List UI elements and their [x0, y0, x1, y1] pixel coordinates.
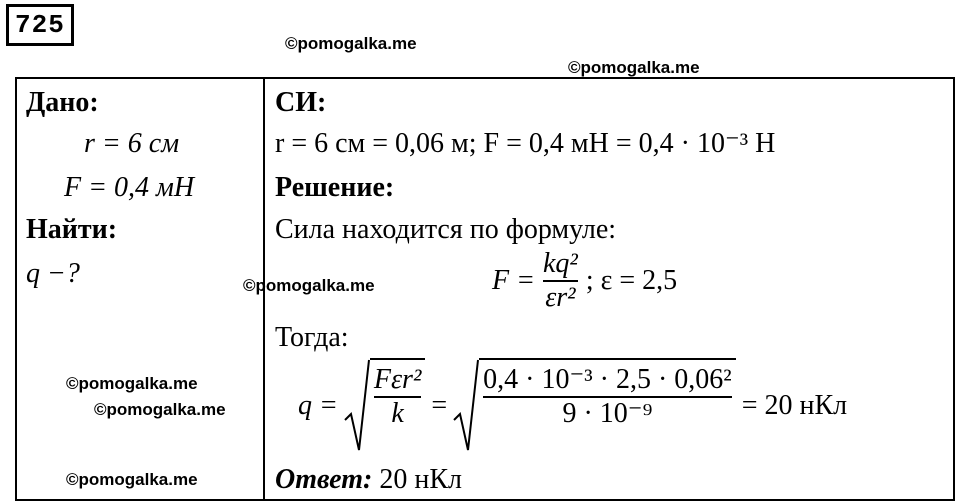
q-formula: [298, 358, 847, 454]
sqrt-1-fraction: [370, 358, 425, 454]
sqrt-2: [453, 358, 736, 454]
formula-tail: ; ε = 2,5: [585, 265, 678, 296]
watermark: ©pomogalka.me: [243, 276, 375, 295]
watermark: ©pomogalka.me: [568, 58, 700, 77]
find-q: q −?: [26, 258, 80, 289]
sqrt-1: [344, 358, 425, 454]
watermark: ©pomogalka.me: [66, 374, 198, 393]
watermark: ©pomogalka.me: [94, 400, 226, 419]
solution-heading: Решение:: [275, 172, 395, 203]
problem-number: 725: [6, 4, 74, 46]
formula-numerator: kq²: [543, 248, 578, 279]
force-formula: [492, 248, 677, 314]
sqrt-sign-icon: [453, 358, 479, 454]
given-r: r = 6 см: [84, 128, 180, 159]
solution-text: Сила находится по формуле:: [275, 214, 617, 245]
given-f: F = 0,4 мН: [64, 172, 195, 203]
sqrt-2-num: 0,4 · 10⁻³ · 2,5 · 0,06²: [483, 364, 732, 395]
formula-denominator: εr²: [545, 282, 576, 313]
answer: [275, 464, 462, 496]
find-heading: Найти:: [26, 214, 118, 245]
sqrt-sign-icon: [344, 358, 370, 454]
answer-label: Ответ:: [275, 464, 373, 495]
formula-lhs: F =: [492, 265, 535, 296]
watermark: ©pomogalka.me: [66, 470, 198, 489]
si-heading: СИ:: [275, 87, 327, 118]
equals-sign: =: [431, 390, 448, 421]
sqrt-2-fraction: [479, 358, 736, 454]
answer-value: 20 нКл: [379, 464, 462, 495]
si-conversion: r = 6 см = 0,06 м; F = 0,4 мН = 0,4 · 10⁻³ Н: [275, 128, 776, 159]
sqrt-1-den: k: [391, 398, 404, 429]
watermark: ©pomogalka.me: [285, 34, 417, 53]
q-result: = 20 нКл: [741, 390, 848, 421]
q-lhs: q =: [298, 390, 338, 421]
sqrt-1-num: Fεr²: [373, 364, 422, 395]
then-text: Тогда:: [275, 322, 349, 353]
given-heading: Дано:: [26, 87, 99, 118]
formula-fraction: [543, 248, 578, 314]
sqrt-2-den: 9 · 10⁻⁹: [562, 398, 653, 429]
